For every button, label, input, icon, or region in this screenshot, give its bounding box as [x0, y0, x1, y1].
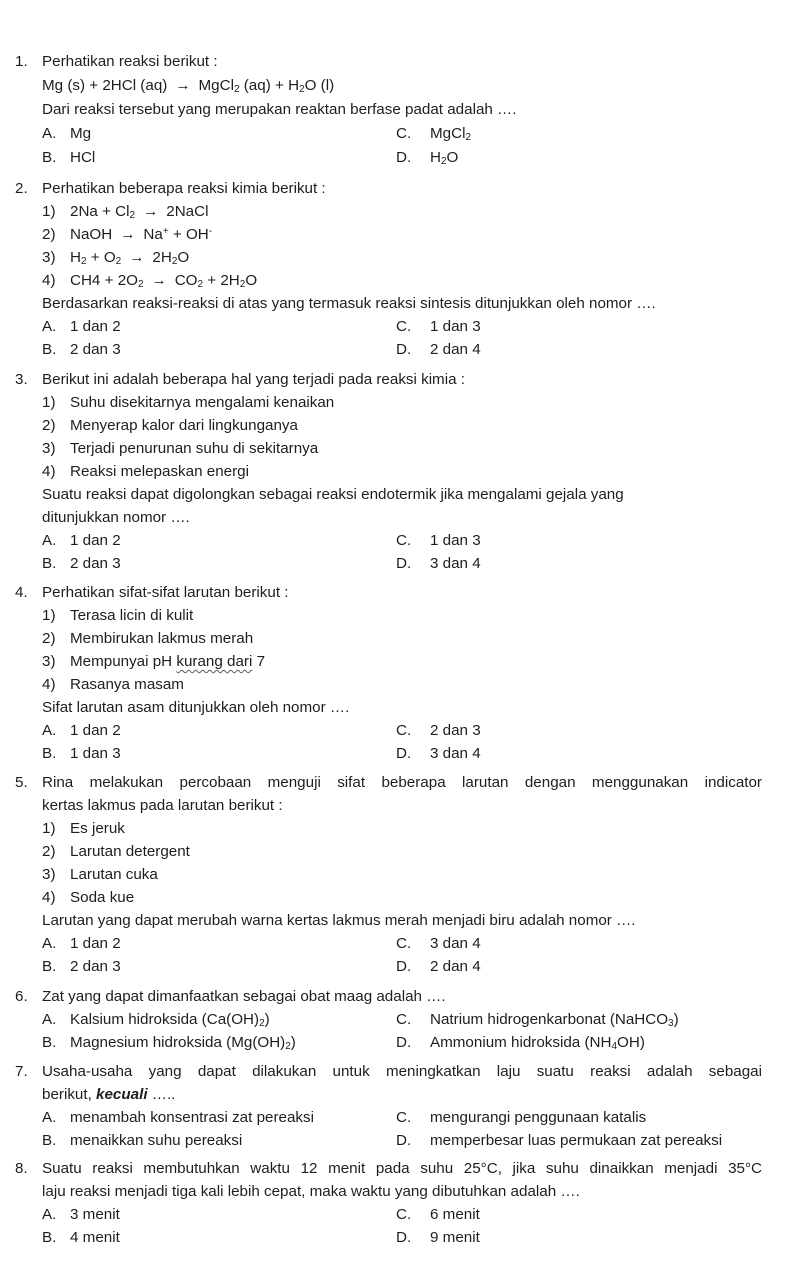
option-text: H [430, 149, 441, 166]
reaction-1: $2Na + Cl_2$ → 2NaCl [70, 203, 209, 221]
question-7-option-b[interactable]: B. menaikkan suhu pereaksi [42, 1132, 243, 1149]
question-5-text: Larutan yang dapat merubah warna kertas lakmus merah menjadi biru adalah nomor …. [42, 912, 636, 929]
question-5-option-b[interactable]: B. 2 dan 3 [42, 958, 121, 975]
option-text: 2 dan 3 [70, 341, 121, 358]
option-text: Mg [70, 125, 92, 142]
question-1-option-d[interactable] [396, 148, 458, 168]
question-1-intro: Perhatikan reaksi berikut : [42, 53, 218, 70]
question-3-item-4: 4) Reaksi melepaskan energi [42, 463, 249, 480]
question-2-intro: Perhatikan beberapa reaksi kimia berikut : [42, 180, 326, 197]
option-text: 1 dan 2 [70, 318, 121, 335]
question-6-option-b[interactable]: B. Magnesium hidroksida $(Mg(OH)_2)$ [42, 1034, 296, 1052]
question-2-item-4 [42, 271, 257, 291]
question-4-intro: Perhatikan sifat-sifat larutan berikut : [42, 584, 289, 601]
question-4-option-c[interactable]: C. 2 dan 3 [396, 722, 481, 739]
question-8-intro-line-1: Suatu reaksi membutuhkan waktu 12 menit pada suhu 25°C, jika suhu dinaikkan menjadi 35°C [42, 1160, 762, 1177]
question-4-option-d[interactable]: D. 3 dan 4 [396, 745, 481, 762]
option-letter: C. [396, 125, 412, 142]
question-2-number: 2. [15, 180, 28, 197]
question-3-option-b[interactable]: B. 2 dan 3 [42, 555, 121, 572]
question-5-item-4: 4) Soda kue [42, 889, 135, 906]
reaction-arrow-icon: → [175, 77, 191, 94]
subscript: 2 [233, 84, 240, 95]
question-3-intro: Berikut ini adalah beberapa hal yang terjadi pada reaksi kimia : [42, 371, 465, 388]
question-4-item-2: 2) Membirukan lakmus merah [42, 630, 254, 647]
question-1-option-c[interactable] [396, 124, 471, 144]
question-5-item-2: 2) Larutan detergent [42, 843, 190, 860]
reaction-4: $CH4 + 2O_2 \to CO_2 + 2H_2O$ [70, 272, 258, 290]
question-2-option-d[interactable] [396, 340, 481, 360]
question-4-option-a[interactable]: A. 1 dan 2 [42, 722, 121, 739]
question-6-option-a[interactable]: A. Kalsium hidroksida $(Ca(OH)_2)$ [42, 1011, 270, 1029]
question-3-option-c[interactable]: C. 1 dan 3 [396, 532, 481, 549]
item-number: 3) [42, 249, 56, 266]
question-2-item-2 [42, 225, 212, 245]
equation-right-b: (aq) + H [239, 77, 300, 94]
question-6-number: 6. [15, 988, 28, 1005]
option-text: O [446, 149, 459, 166]
question-7-option-d[interactable]: D. memperbesar luas permukaan zat pereaksi [396, 1132, 723, 1149]
question-4-item-1: 1) Terasa licin di kulit [42, 607, 194, 624]
option-text: 2 dan 4 [430, 341, 481, 358]
option-letter: C. [396, 318, 412, 335]
question-8-intro-line-2: laju reaksi menjadi tiga kali lebih cepat, maka waktu yang dibutuhkan adalah …. [42, 1183, 580, 1200]
question-6-option-d[interactable]: D. Ammonium hidroksida $(NH_4OH)$ [396, 1034, 645, 1052]
option-letter: A. [42, 125, 57, 142]
question-1-text: Dari reaksi tersebut yang merupakan reaktan berfase padat adalah …. [42, 101, 517, 118]
reaction-arrow-icon: → [129, 249, 145, 266]
question-5-intro-line-1: Rina melakukan percobaan menguji sifat beberapa larutan dengan menggunakan indicator [42, 774, 762, 791]
reaction-2: NaOH → Na+ + OH- [70, 226, 213, 243]
question-1-option-a[interactable] [42, 124, 91, 144]
reaction-3: $H_2 + O_2 \to 2H_2O$ [70, 249, 190, 267]
question-8-option-a[interactable]: A. 3 menit [42, 1206, 120, 1223]
question-8-option-b[interactable]: B. 4 menit [42, 1229, 120, 1246]
question-2-text: Berdasarkan reaksi-reaksi di atas yang termasuk reaksi sintesis ditunjukkan oleh nomor …. [42, 295, 656, 312]
option-letter: B. [42, 341, 57, 358]
question-3-item-1: 1) Suhu disekitarnya mengalami kenaikan [42, 394, 335, 411]
option-letter: D. [396, 341, 412, 358]
question-2-item-1 [42, 202, 208, 222]
emphasis-kecuali: kecuali [96, 1086, 148, 1103]
question-5-option-c[interactable]: C. 3 dan 4 [396, 935, 481, 952]
reaction-arrow-icon: → [120, 226, 136, 243]
equation-right-c: O (l) [304, 77, 335, 94]
question-3-text-line-1: Suatu reaksi dapat digolongkan sebagai reaksi endotermik jika mengalami gejala yang [42, 486, 624, 503]
question-5-item-3: 3) Larutan cuka [42, 866, 158, 883]
option-letter: D. [396, 149, 412, 166]
reaction-arrow-icon: → [143, 203, 159, 220]
question-7-option-c[interactable]: C. mengurangi penggunaan katalis [396, 1109, 647, 1126]
subscript: 2 [440, 156, 447, 167]
question-1-option-b[interactable] [42, 148, 95, 168]
question-7-option-a[interactable]: A. menambah konsentrasi zat pereaksi [42, 1109, 314, 1126]
wavy-underlined-text: kurang dari [176, 653, 253, 670]
option-text: MgCl [430, 125, 466, 142]
question-1-equation [42, 76, 334, 96]
equation-right-a: MgCl [198, 77, 234, 94]
question-5-item-1: 1) Es jeruk [42, 820, 125, 837]
option-text: 1 dan 3 [430, 318, 481, 335]
question-5-option-a[interactable]: A. 1 dan 2 [42, 935, 121, 952]
question-4-item-4: 4) Rasanya masam [42, 676, 184, 693]
question-5-option-d[interactable]: D. 2 dan 4 [396, 958, 481, 975]
question-4-number: 4. [15, 584, 28, 601]
question-2-option-a[interactable] [42, 317, 121, 337]
subscript: 2 [299, 84, 305, 95]
question-7-number: 7. [15, 1063, 28, 1080]
question-8-option-d[interactable]: D. 9 menit [396, 1229, 480, 1246]
question-6-intro: Zat yang dapat dimanfaatkan sebagai obat maag adalah …. [42, 988, 446, 1005]
item-number: 2) [42, 226, 56, 243]
question-2-option-c[interactable] [396, 317, 481, 337]
option-letter: B. [42, 149, 57, 166]
question-7-intro-line-1: Usaha-usaha yang dapat dilakukan untuk meningkatkan laju suatu reaksi adalah sebagai [42, 1063, 762, 1080]
question-8-number: 8. [15, 1160, 28, 1177]
subscript: 2 [465, 132, 472, 143]
question-3-number: 3. [15, 371, 28, 388]
item-number: 1) [42, 203, 56, 220]
option-letter: A. [42, 318, 57, 335]
question-3-item-3: 3) Terjadi penurunan suhu di sekitarnya [42, 440, 319, 457]
option-text: HCl [70, 149, 96, 166]
question-3-option-d[interactable]: D. 3 dan 4 [396, 555, 481, 572]
reaction-arrow-icon: → [151, 272, 167, 289]
question-4-item-3: 3) Mempunyai pH kurang dari 7 [42, 653, 266, 670]
question-4-option-b[interactable]: B. 1 dan 3 [42, 745, 121, 762]
equation-left: Mg (s) + 2HCl (aq) [42, 77, 168, 94]
question-5-intro-line-2: kertas lakmus pada larutan berikut : [42, 797, 283, 814]
question-3-item-2: 2) Menyerap kalor dari lingkunganya [42, 417, 298, 434]
question-3-option-a[interactable]: A. 1 dan 2 [42, 532, 121, 549]
question-1-number: 1. [15, 53, 28, 70]
item-number: 4) [42, 272, 56, 289]
question-5-number: 5. [15, 774, 28, 791]
question-7-intro-line-2: berikut, kecuali ….. [42, 1086, 176, 1103]
question-8-option-c[interactable]: C. 6 menit [396, 1206, 480, 1223]
question-3-text-line-2: ditunjukkan nomor …. [42, 509, 190, 526]
question-2-option-b[interactable] [42, 340, 121, 360]
question-2-item-3 [42, 248, 189, 268]
question-4-text: Sifat larutan asam ditunjukkan oleh nomor …. [42, 699, 350, 716]
question-6-option-c[interactable]: C. Natrium hidrogenkarbonat (NaHCO$_3$) [396, 1011, 679, 1029]
